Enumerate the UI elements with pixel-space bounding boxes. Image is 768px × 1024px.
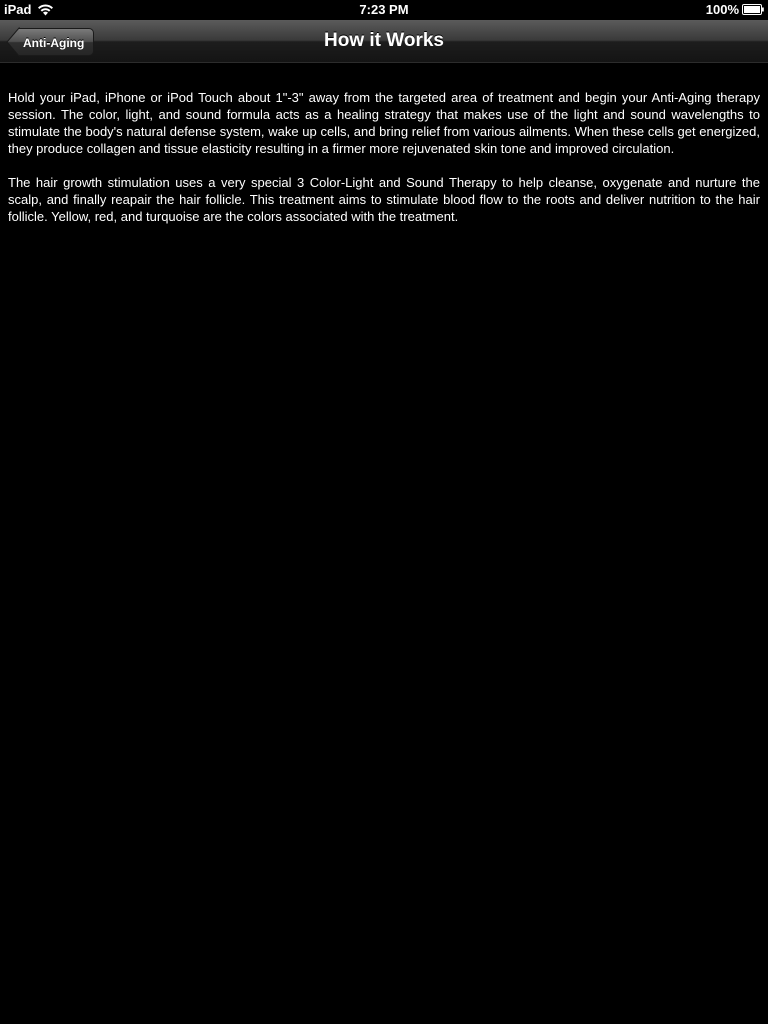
paragraph-anti-aging: Hold your iPad, iPhone or iPod Touch about 1"-3" away from the targeted area of treatment and begin your Anti-Aging therapy session. The color, light, and sound formula acts as a healing strategy that makes use of the light and sound wavelengths to stimulate the body's natural defense system, wake up cells, and bring relief from various ailments. When these cells get energized, they produce collagen and tissue elasticity resulting in a firmer more rejuvenated skin tone and improved circulation.: [8, 90, 760, 156]
status-bar: [0, 0, 768, 20]
content-area: [8, 89, 760, 242]
battery-percent: 100%: [705, 2, 739, 17]
page-title: How it Works: [324, 30, 444, 51]
device-name: iPad: [4, 2, 32, 17]
battery-icon: [742, 4, 764, 15]
status-time: 7:23 PM: [359, 2, 409, 17]
navigation-bar: [0, 20, 768, 63]
status-right: [706, 2, 764, 17]
back-button-label: Anti-Aging: [19, 28, 94, 56]
paragraph-hair-growth: The hair growth stimulation uses a very special 3 Color-Light and Sound Therapy to help cleanse, oxygenate and nurture the scalp, and finally reapair the hair follicle. This treatment aims to stimulate blood flow to the roots and deliver nutrition to the hair follicle. Yellow, red, and turquoise are the colors associated with the treatment.: [8, 175, 760, 224]
